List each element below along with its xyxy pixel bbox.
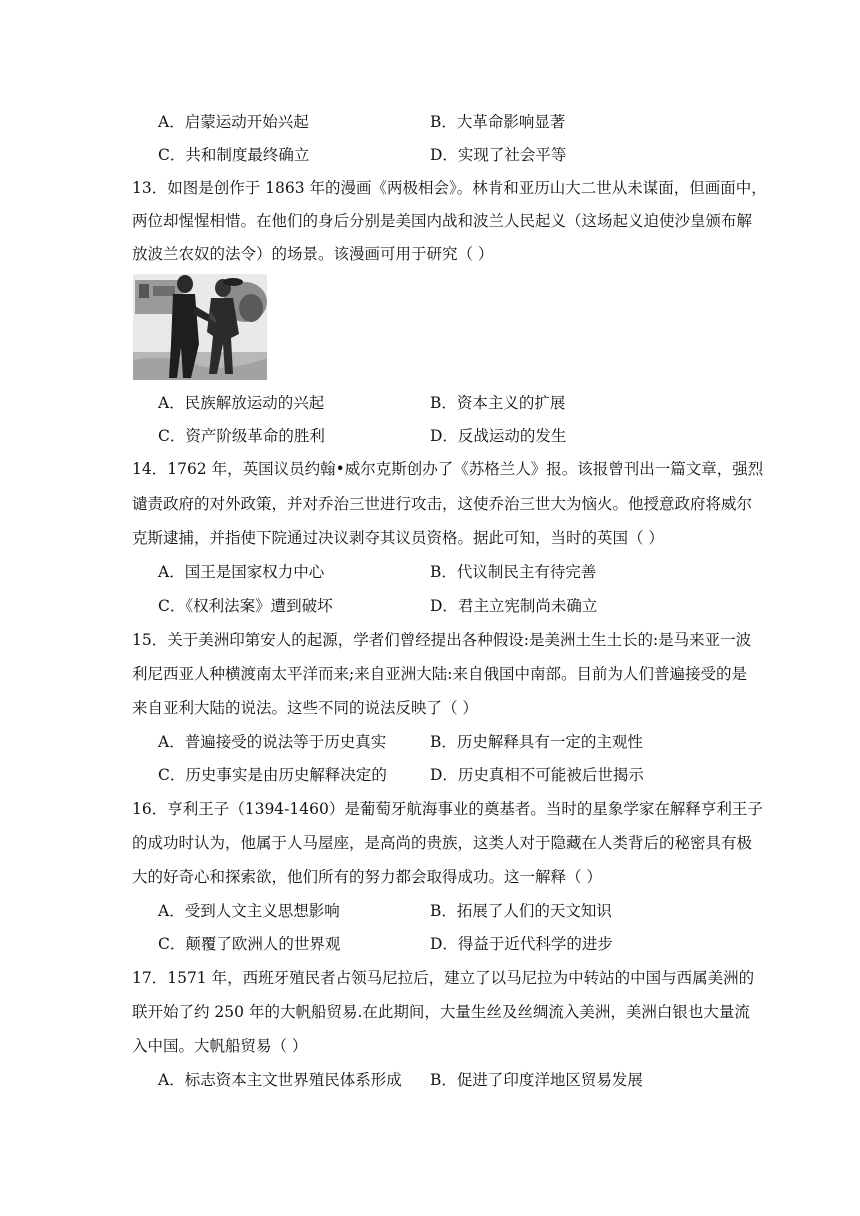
q16-option-c: C．颠覆了欧洲人的世界观 bbox=[158, 935, 341, 953]
q14-option-b: B．代议制民主有待完善 bbox=[430, 563, 597, 581]
q15-option-b: B．历史解释具有一定的主观性 bbox=[430, 733, 643, 751]
q16-option-d: D．得益于近代科学的进步 bbox=[430, 935, 613, 953]
q17-stem-line-1: 17．1571 年，西班牙殖民者占领马尼拉后，建立了以马尼拉为中转站的中国与西属美洲的 bbox=[132, 969, 755, 987]
q15-stem-line-1: 15．关于美洲印第安人的起源，学者们曾经提出各种假设:是美洲土生土长的:是马来亚一波 bbox=[132, 631, 752, 649]
q14-option-c: C．《权利法案》遭到破坏 bbox=[158, 597, 333, 615]
q17-option-a: A．标志资本主文世界殖民体系形成 bbox=[158, 1071, 402, 1089]
q16-stem-line-3: 大的好奇心和探索欲，他们所有的努力都会取得成功。这一解释（ ） bbox=[132, 868, 602, 886]
q15-stem-line-2: 利尼西亚人种横渡南太平洋而来;来自亚洲大陆:来自俄国中南部。目前为人们普遍接受的是 bbox=[132, 665, 747, 683]
q12-option-a: A．启蒙运动开始兴起 bbox=[158, 113, 309, 131]
q16-option-a: A．受到人文主义思想影响 bbox=[158, 902, 340, 920]
q13-option-a: A．民族解放运动的兴起 bbox=[158, 394, 325, 412]
q15-stem-line-3: 来自亚利大陆的说法。这些不同的说法反映了（ ） bbox=[132, 699, 478, 717]
q16-stem-line-1: 16．亨利王子（1394-1460）是葡萄牙航海事业的奠基者。当时的星象学家在解释亨利王子 bbox=[132, 800, 763, 818]
q13-stem-line-3: 放波兰农奴的法令）的场景。该漫画可用于研究（ ） bbox=[132, 245, 494, 263]
q12-option-d: D．实现了社会平等 bbox=[430, 146, 567, 164]
q14-stem-line-1: 14．1762 年，英国议员约翰•威尔克斯创办了《苏格兰人》报。该报曾刊出一篇文章，强烈 bbox=[132, 460, 764, 478]
q15-option-a: A．普遍接受的说法等于历史真实 bbox=[158, 733, 387, 751]
q13-stem-line-1: 13．如图是创作于 1863 年的漫画《两极相会》。林肯和亚历山大二世从未谋面，但画面中， bbox=[132, 179, 767, 197]
q12-option-c: C．共和制度最终确立 bbox=[158, 146, 310, 164]
q15-option-c: C．历史事实是由历史解释决定的 bbox=[158, 766, 387, 784]
q14-option-a: A．国王是国家权力中心 bbox=[158, 563, 325, 581]
q13-option-c: C．资产阶级革命的胜利 bbox=[158, 427, 325, 445]
q13-option-d: D．反战运动的发生 bbox=[430, 427, 567, 445]
q13-stem-line-2: 两位却惺惺相惜。在他们的身后分别是美国内战和波兰人民起义（这场起义迫使沙皇颁布解 bbox=[132, 212, 753, 230]
q15-option-d: D．历史真相不可能被后世揭示 bbox=[430, 766, 644, 784]
q14-stem-line-2: 谴责政府的对外政策，并对乔治三世进行攻击，这使乔治三世大为恼火。他授意政府将威尔 bbox=[132, 495, 753, 513]
q12-option-b: B．大革命影响显著 bbox=[430, 113, 566, 131]
q17-stem-line-2: 联开始了约 250 年的大帆船贸易.在此期间，大量生丝及丝绸流入美洲，美洲白银也大量流 bbox=[132, 1003, 750, 1021]
cartoon-figure-icon bbox=[133, 274, 267, 380]
q16-option-b: B．拓展了人们的天文知识 bbox=[430, 902, 612, 920]
q17-option-b: B．促进了印度洋地区贸易发展 bbox=[430, 1071, 643, 1089]
q17-stem-line-3: 入中国。大帆船贸易（ ） bbox=[132, 1037, 308, 1055]
q16-stem-line-2: 的成功时认为，他属于人马屋座，是高尚的贵族，这类人对于隐藏在人类背后的秘密具有极 bbox=[132, 834, 753, 852]
q14-stem-line-3: 克斯逮捕，并指使下院通过决议剥夺其议员资格。据此可知，当时的英国（ ） bbox=[132, 529, 664, 547]
q13-option-b: B．资本主义的扩展 bbox=[430, 394, 566, 412]
q14-option-d: D．君主立宪制尚未确立 bbox=[430, 597, 598, 615]
